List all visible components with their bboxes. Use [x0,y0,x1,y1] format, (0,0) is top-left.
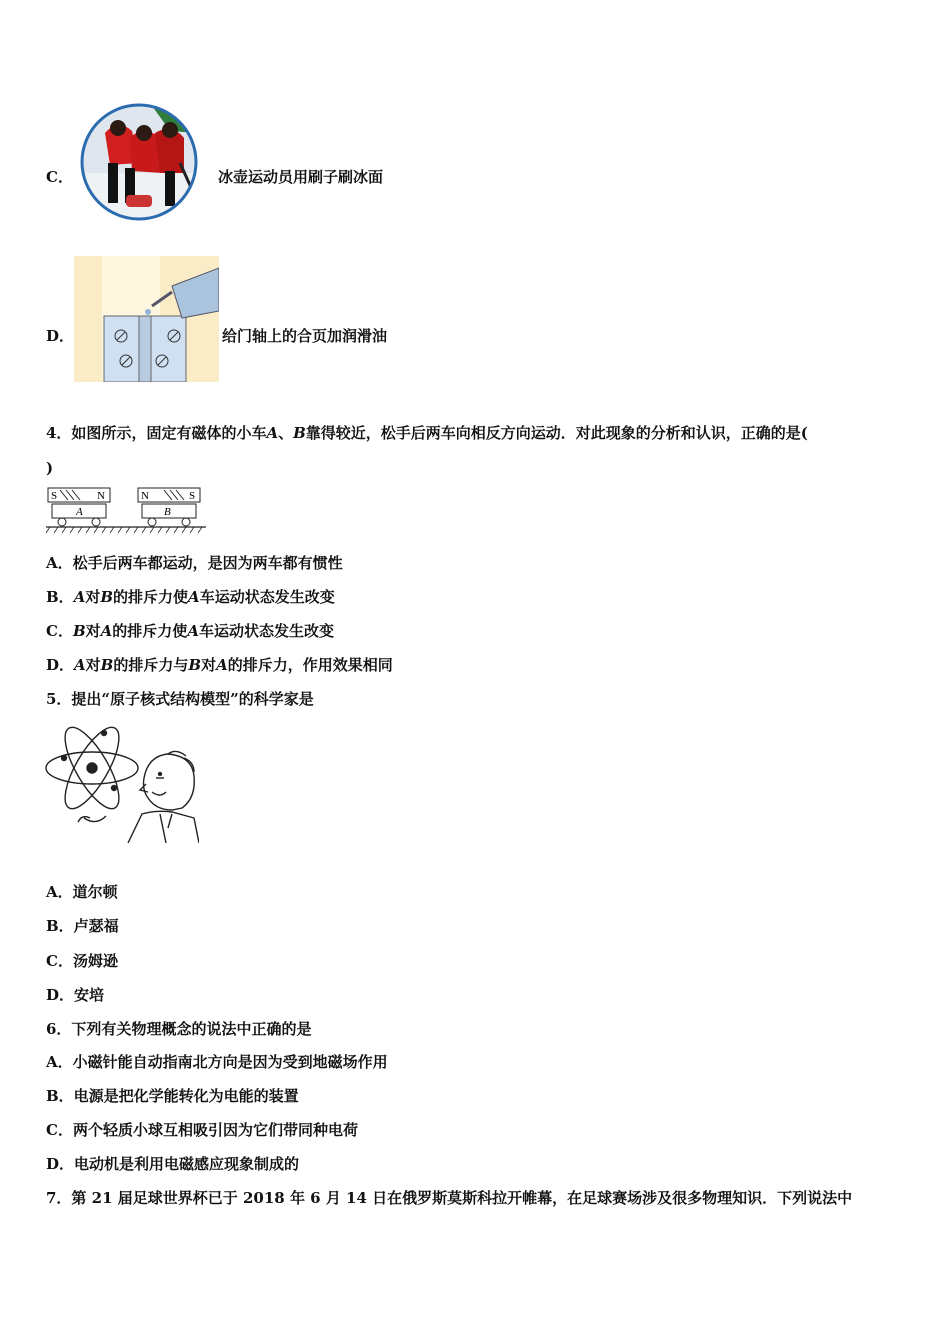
q4-option-d-letter: D． [46,656,75,674]
q4-option-d-var4: A [216,656,228,674]
q4-option-d-text4: 的排斥力，作用效果相同 [227,656,393,674]
magnet-cars-figure [46,486,206,534]
q4-option-c-text3: 车运动状态发生改变 [198,622,334,640]
q5-option-c: C．汤姆逊 [46,952,118,970]
q4-stem-line1 [46,422,808,443]
car-a-right-pole: N [97,490,105,502]
q6-stem: 6．下列有关物理概念的说法中正确的是 [46,1020,312,1038]
q4-option-b-text3: 车运动状态发生改变 [199,588,335,606]
q4-option-d-text2: 的排斥力与 [113,656,189,674]
q4-option-d-var2: B [100,656,114,674]
q3-option-d-caption: 给门轴上的合页加润滑油 [222,327,388,345]
q4-option-c-var2: A [100,622,113,640]
curling-photo [80,103,198,221]
q4-stem-line2: ) [46,459,54,477]
q4-option-b-text2: 的排斥力使 [113,588,189,606]
q3-option-c-letter: C． [46,168,73,186]
q5-option-d: D．安培 [46,986,105,1004]
q3-option-d-letter: D． [46,327,75,345]
q7-stem: 7．第 21 届足球世界杯已于 2018 年 6 月 14 日在俄罗斯莫斯科拉开帷幕，在足球赛场涉及很多物理知识．下列说法中 [46,1189,853,1207]
q4-option-c-text2: 的排斥力使 [112,622,188,640]
q4-stem-car-a: A [266,424,279,442]
q4-stem-text-a: 4．如图所示，固定有磁体的小车 [46,424,267,442]
q4-option-b-var2: B [100,588,114,606]
q4-option-d-text3: 对 [201,656,217,674]
q5-stem: 5．提出“原子核式结构模型”的科学家是 [46,690,314,708]
car-b-left-pole: N [141,490,149,502]
q6-option-b: B．电源是把化学能转化为电能的装置 [46,1087,299,1105]
q6-option-a: A．小磁针能自动指南北方向是因为受到地磁场作用 [46,1053,388,1071]
q5-option-b: B．卢瑟福 [46,917,119,935]
car-a-label: A [76,506,83,518]
car-b-right-pole: S [189,490,196,502]
car-b-label: B [164,506,171,518]
q4-option-c-var1: B [72,622,86,640]
q4-option-a: A．松手后两车都运动，是因为两车都有惯性 [46,554,343,572]
q5-option-a: A．道尔顿 [46,883,118,901]
q4-option-d-var1: A [74,656,86,674]
q4-option-b-var1: A [73,588,86,606]
q6-option-c: C．两个轻质小球互相吸引因为它们带同种电荷 [46,1121,358,1139]
car-a-left-pole: S [51,490,58,502]
q4-option-c [46,620,334,641]
q4-option-b [46,586,335,607]
q4-stem-text-b: 靠得较近，松手后两车向相反方向运动．对此现象的分析和认识，正确的是( [305,424,808,442]
q4-option-c-letter: C． [46,622,73,640]
q4-option-d [46,654,393,675]
q4-option-b-letter: B． [46,588,74,606]
q4-option-c-text1: 对 [85,622,101,640]
q4-option-b-var3: A [188,588,200,606]
q4-option-b-text1: 对 [85,588,101,606]
door-hinge-illustration [74,256,219,382]
atom-scientist-drawing [44,718,199,843]
q4-stem-car-b: B [293,424,306,442]
q4-option-c-var3: A [187,622,199,640]
q3-option-c-caption: 冰壶运动员用刷子刷冰面 [218,168,384,186]
q6-option-d: D．电动机是利用电磁感应现象制成的 [46,1155,300,1173]
q4-option-d-text1: 对 [85,656,101,674]
q4-option-d-var3: B [188,656,202,674]
q4-stem-sep: 、 [278,424,294,442]
